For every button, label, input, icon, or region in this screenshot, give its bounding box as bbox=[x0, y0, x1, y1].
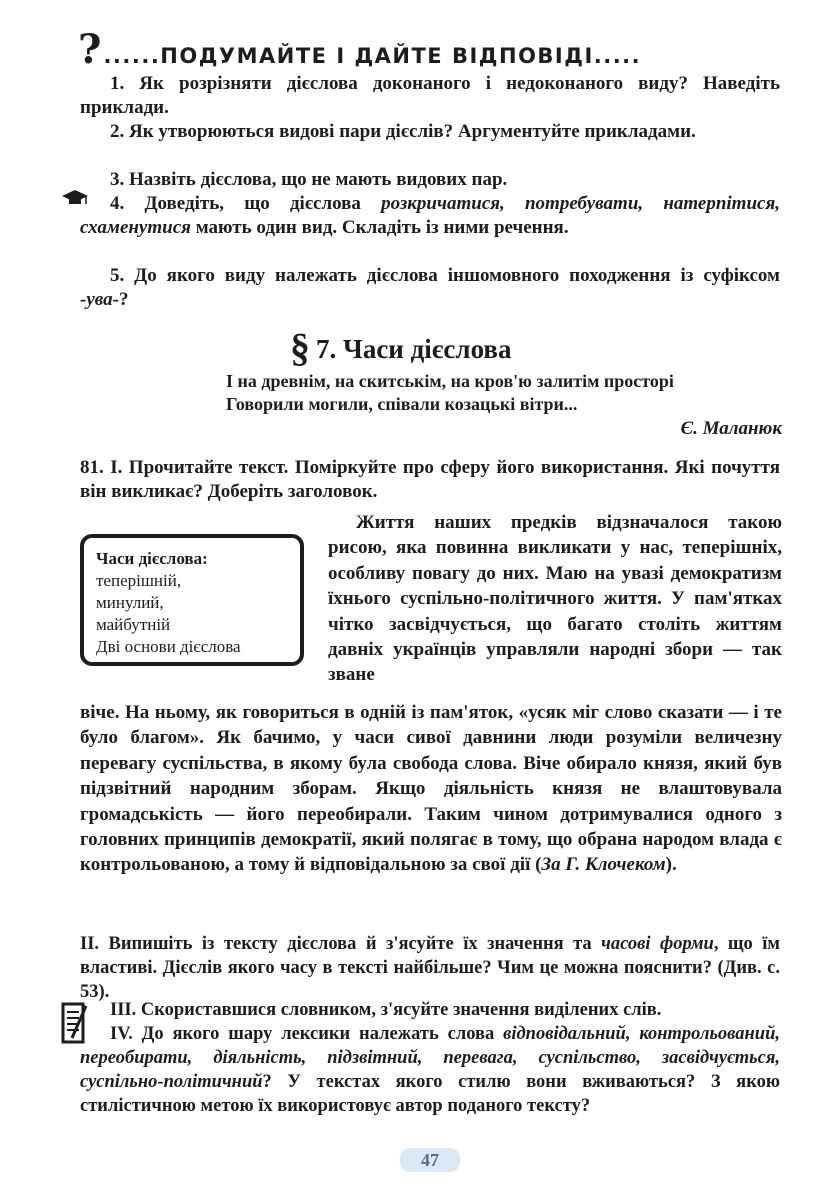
definition-box-title: Часи дієслова: bbox=[96, 549, 208, 568]
question-1: 1. Як розрізняти дієслова доконаного і недоконаного виду? Наведіть приклади. bbox=[80, 73, 780, 118]
question-5-start: 5. До якого виду належать дієслова іншомовного походження із суфіксом bbox=[110, 265, 780, 286]
reading-text-source: За Г. Клочеком bbox=[541, 854, 666, 876]
question-3: 3. Назвіть дієслова, що не мають видових пар. bbox=[110, 169, 508, 190]
definition-box-line-4: Дві основи дієслова bbox=[96, 637, 241, 656]
question-2: 2. Як утворюються видові пари дієслів? Аргументуйте прикладами. bbox=[110, 121, 696, 142]
reading-text-part-2 bbox=[80, 700, 782, 878]
definition-box bbox=[80, 534, 304, 666]
epigraph-author: Є. Маланюк bbox=[680, 418, 782, 439]
question-4-verbs: розкричатися, потребувати, натерпітися, схаменутися bbox=[80, 193, 781, 238]
reading-text-right bbox=[328, 510, 782, 688]
task-81 bbox=[80, 456, 780, 504]
reading-text-main: віче. На ньому, як говориться в одній із пам'яток, «усяк міг слово сказати — і те було благом». Як бачимо, у часи сивої давнини люди розуміли величезну перевагу суспільства, в якому була свобода слова. Віче обирало князя, який був підзвітний народним зборам. Якщо діяльність князя не влаштовувала громадськість — його переобирали. Таким чином дотримувалися одного з головних принципів демократії, який полягає в тому, що обрана народом влада є контрольованою, а тому й відповідальною за свої дії ( bbox=[80, 702, 782, 876]
question-5-suffix: -ува- bbox=[80, 289, 119, 310]
questions-heading-text: ......ПОДУМАЙТЕ І ДАЙТЕ ВІДПОВІДІ..... bbox=[103, 44, 642, 68]
task-2-start: ІІ. Випишіть із тексту дієслова й з'ясуйте їх значення та bbox=[80, 934, 602, 954]
reading-text-end: ). bbox=[665, 854, 677, 876]
task-4 bbox=[80, 1022, 780, 1118]
question-4 bbox=[80, 192, 780, 240]
epigraph-line-1: І на древнім, на скитськім, на кров'ю залитім просторі bbox=[226, 371, 674, 391]
reading-text-part-1: Життя наших предків відзначалося такою рисою, яка повинна викликати у нас, теперішніх, особливу повагу до них. Маю на увазі демократизм їхнього суспільно-політичного життя. У пам'ятках чітко засвідчується, що багато століть життям давніх українців управляли народні збори — так зване bbox=[328, 512, 782, 686]
task-81-text: Прочитайте текст. Поміркуйте про сферу його використання. Які почуття він викликає? Доберіть заголовок. bbox=[80, 457, 780, 502]
definition-box-line-1: теперішній, bbox=[96, 571, 182, 590]
task-2 bbox=[80, 932, 780, 1004]
question-4-end: мають один вид. Складіть із ними речення. bbox=[190, 217, 569, 238]
page-number: 47 bbox=[400, 1148, 460, 1172]
question-4-start: 4. Доведіть, що дієслова bbox=[110, 193, 382, 214]
question-5-end: ? bbox=[118, 289, 129, 310]
task-2-italic: часові форми bbox=[601, 934, 714, 954]
task-4-words: відповідальний, контрольований, переобирати, діяльність, підзвітний, перевага, суспільство, засвідчується, суспільно-політичний bbox=[80, 1024, 781, 1092]
section-title bbox=[290, 325, 690, 370]
questions-heading bbox=[78, 26, 790, 73]
task-2-end: , що їм властиві. Дієслів якого часу в тексті найбільше? Чим це можна пояснити? (Див. с. 53). bbox=[80, 934, 780, 1002]
task-81-number: 81. І. bbox=[80, 457, 123, 478]
question-mark-icon: ? bbox=[78, 26, 102, 73]
section-sign-icon: § bbox=[290, 325, 310, 370]
task-4-start: IV. До якого шару лексики належать слова bbox=[110, 1024, 504, 1044]
definition-box-line-3: майбутній bbox=[96, 615, 171, 634]
section-title-text: 7. Часи дієслова bbox=[316, 334, 512, 364]
task-4-end: ? У текстах якого стилю вони вживаються? З якою стилістичною метою їх використовує автор поданого тексту? bbox=[80, 1072, 780, 1116]
question-5 bbox=[80, 264, 780, 312]
epigraph-line-2: Говорили могили, співали козацькі вітри... bbox=[226, 394, 578, 414]
reading-text-full bbox=[80, 700, 782, 878]
task-3: ІІІ. Скориставшися словником, з'ясуйте значення виділених слів. bbox=[110, 1000, 662, 1020]
definition-box-line-2: минулий, bbox=[96, 593, 164, 612]
epigraph bbox=[226, 370, 786, 416]
